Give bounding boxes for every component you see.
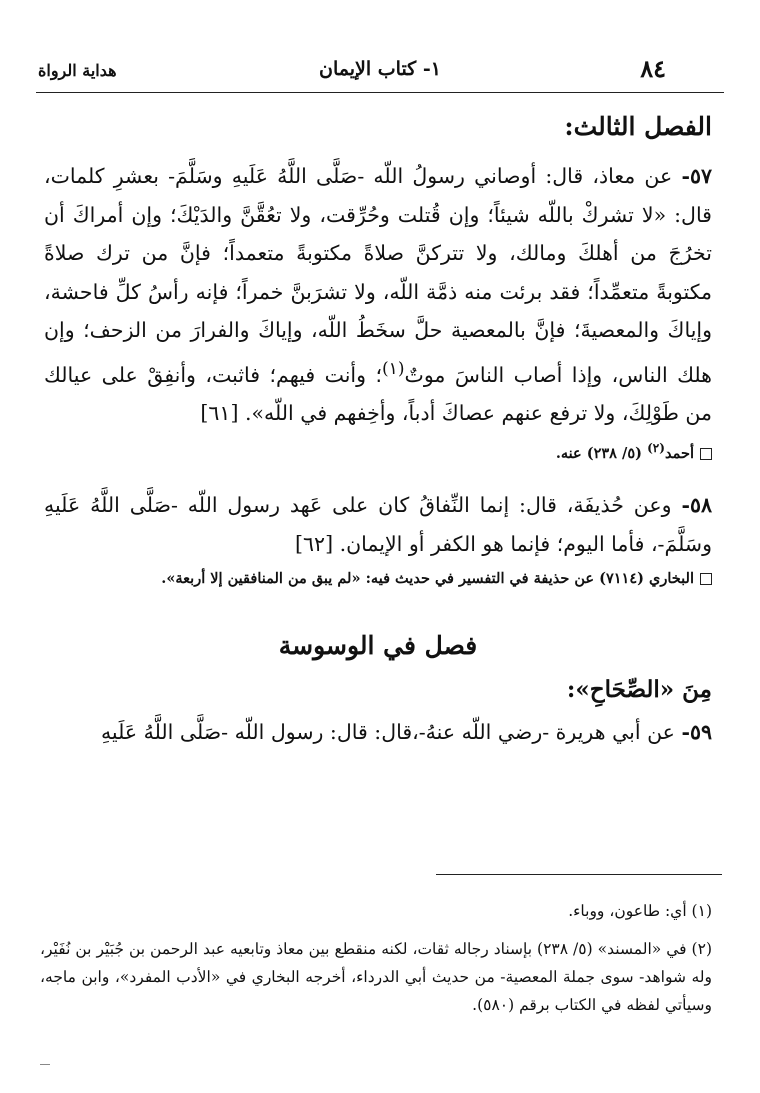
footnote-2: (٢) في «المسند» (٥/ ٢٣٨) بإسناد رجاله ثقات، لكنه منقطع بين معاذ وتابعيه عبد الرحمن بن جُبَيْر بن نُفَيْر، وله شواهد- سوى جملة المعصية- من حديث أبي الدرداء، أخرجه البخاري في «الأدب المفرد»، وابن ماجه، وسيأتي لفظه في الكتاب برقم (٥٨٠). — [40, 940, 712, 1014]
page-edge-mark — [40, 1064, 50, 1065]
source-ref-continued: (٥/ ٢٣٨) عنه. — [555, 445, 648, 463]
page-number: ٨٤ — [640, 54, 666, 83]
chapter-title: ١- كتاب الإيمان — [319, 58, 441, 80]
source-ref: أحمد — [665, 445, 694, 463]
square-bullet-icon — [700, 448, 712, 460]
hadith-58 — [44, 486, 712, 563]
chapter-section-title: فصل في الوسوسة — [278, 631, 478, 661]
subsection-heading: مِنَ «الصِّحَاحِ»: — [566, 676, 712, 704]
page-header — [36, 52, 724, 93]
footnote-ref[interactable]: (٢) — [647, 441, 665, 456]
hadith-source — [44, 567, 712, 591]
hadith-number: ٥٨- — [681, 493, 712, 518]
hadith-source — [44, 436, 712, 466]
square-bullet-icon — [700, 573, 712, 585]
page-body — [44, 112, 712, 752]
section-heading: الفصل الثالث: — [564, 112, 712, 141]
hadith-59 — [44, 713, 712, 752]
hadith-text: عن معاذ، قال: أوصاني رسولُ اللّه -صَلَّى اللَّهُ عَلَيهِ وسَلَّمَ- بعشرِ كلمات، قال: «لا تشركْ باللّه شيئاً؛ وإن قُتلت وحُرِّقت، ولا تعُقَّنَّ والدَيْكَ؛ وإن أمراكَ أن تخرُجَ من أهلكَ ومالك، ولا تتركنَّ صلاةً مكتوبةً متعمداً؛ فإنَّ من ترك صلاةً مكتوبةً متعمِّداً؛ فقد برئت منه ذمَّة اللّه، ولا تشرَبنَّ خمراً؛ فإنه رأسُ كلِّ فاحشة، وإياكَ والمعصيةَ؛ فإنَّ بالمعصية حلَّ سخَطُ اللّه، وإياكَ والفرارَ من الزحف؛ وإن هلك الناس، وإذا أصاب الناسَ موتٌ — [44, 164, 712, 387]
book-title: هداية الرواة — [38, 61, 117, 80]
hadith-text-continued: ؛ وأنت فيهم؛ فاثبت، وأنفِقْ على عيالك من طَوْلِكَ، ولا ترفع عنهم عصاكَ أدباً، وأخِفهم في اللّه». [٦١] — [44, 362, 712, 425]
footnote-1: (١) أي: طاعون، ووباء. — [568, 902, 712, 920]
hadith-57 — [44, 157, 712, 432]
hadith-text: وعن حُذيفَة، قال: إنما النِّفاقُ كان على عَهد رسول اللّه -صَلَّى اللَّهُ عَلَيهِ وسَلَّمَ-، فأما اليوم؛ فإنما هو الكفر أو الإيمان. [٦٢] — [44, 493, 712, 556]
footnote-divider — [436, 874, 722, 875]
hadith-number: ٥٩- — [681, 720, 712, 745]
hadith-number: ٥٧- — [681, 164, 712, 188]
hadith-text: عن أبي هريرة -رضي اللّه عنهُ-،قال: قال: رسول اللّه -صَلَّى اللَّهُ عَلَيهِ — [100, 720, 675, 745]
footnote-ref[interactable]: (١) — [381, 358, 405, 379]
footnotes — [40, 897, 712, 1029]
source-ref: البخاري (٧١١٤) عن حذيفة في التفسير في حديث فيه: «لم يبق من المنافقين إلا أربعة». — [161, 570, 694, 588]
